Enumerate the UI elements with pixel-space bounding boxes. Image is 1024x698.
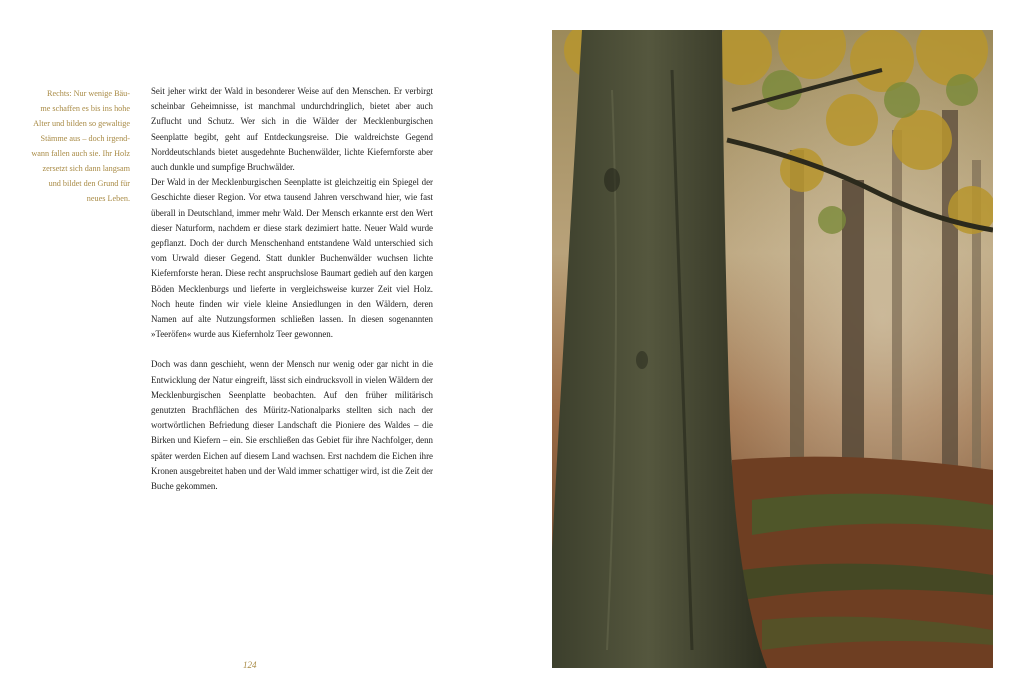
caption-line: Alter und bilden so gewaltige [33, 119, 130, 128]
caption-line: neues Leben. [86, 194, 130, 203]
caption-line: Rechts: Nur wenige Bäu- [47, 89, 130, 98]
side-caption [18, 86, 130, 206]
page-number: 124 [243, 660, 257, 670]
forest-photo [552, 30, 993, 668]
caption-line: zersetzt sich dann langsam [42, 164, 130, 173]
caption-line: und bildet den Grund für [48, 179, 130, 188]
caption-line: wann fallen auch sie. Ihr Holz [31, 149, 130, 158]
paragraph: Doch was dann geschieht, wenn der Mensch nur wenig oder gar nicht in die Entwicklung der Natur eingreift, lässt sich eindrucksvoll in vielen Wäldern der Mecklenburgischen Seenplatte beobachten. Auf den früher militärisch genutzten Brachflächen des Müritz-Nationalparks stellten sich nach der wortwörtlichen Befriedung dieser Landschaft die Pioniere des Waldes – die Birken und Kiefern – ein. Sie erschließen das Gebiet für ihre Nachfolger, denn später werden Eichen auf diesem Land wachsen. Erst nachdem die Eichen ihre Kronen ausgebreitet haben und der Wald immer schattiger wird, ist die Zeit der Buche gekommen. [151, 359, 433, 492]
body-text [151, 84, 433, 494]
paragraph: Seit jeher wirkt der Wald in besonderer Weise auf den Menschen. Er verbirgt scheinbar Geheimnisse, ist manchmal undurchdringlich, bietet aber auch Zuflucht und Schutz. Wer sich in die Wälder der Mecklenburgischen Seenplatte begibt, geht auf Entdeckungsreise. Die waldreichste Gegend Norddeutschlands bietet ausgedehnte Buchenwälder, lichte Kiefernforste aber auch dunkle und sumpfige Bruchwälder. [151, 86, 433, 173]
caption-line: Stämme aus – doch irgend- [40, 134, 130, 143]
beech-forest-illustration [552, 30, 993, 668]
caption-line: me schaffen es bis ins hohe [40, 104, 130, 113]
paragraph: Der Wald in der Mecklenburgischen Seenplatte ist gleichzeitig ein Spiegel der Geschichte dieser Region. Vor etwa tausend Jahren verschwand hier, wie fast überall in Deutschland, immer mehr Wald. Der Mensch erkannte erst den Wert dieser Naturform, nachdem er diese stark dezimiert hatte. Neuer Wald wurde gepflanzt. Doch der durch Menschenhand entstandene Wald unterschied sich vom Urwald dieser Gegend. Statt dunkler Buchenwälder wuchsen lichte Kiefernforste heran. Diese recht anspruchslose Baumart gedieh auf den kargen Böden Mecklenburgs und lieferte in vergleichsweise kurzer Zeit viel Holz. Noch heute finden wir viele kleine Ansiedlungen in den Wäldern, deren Namen auf alte Nutzungsformen schließen lassen. In diesen sogenannten »Teeröfen« wurde aus Kiefernholz Teer gewonnen. [151, 177, 433, 340]
